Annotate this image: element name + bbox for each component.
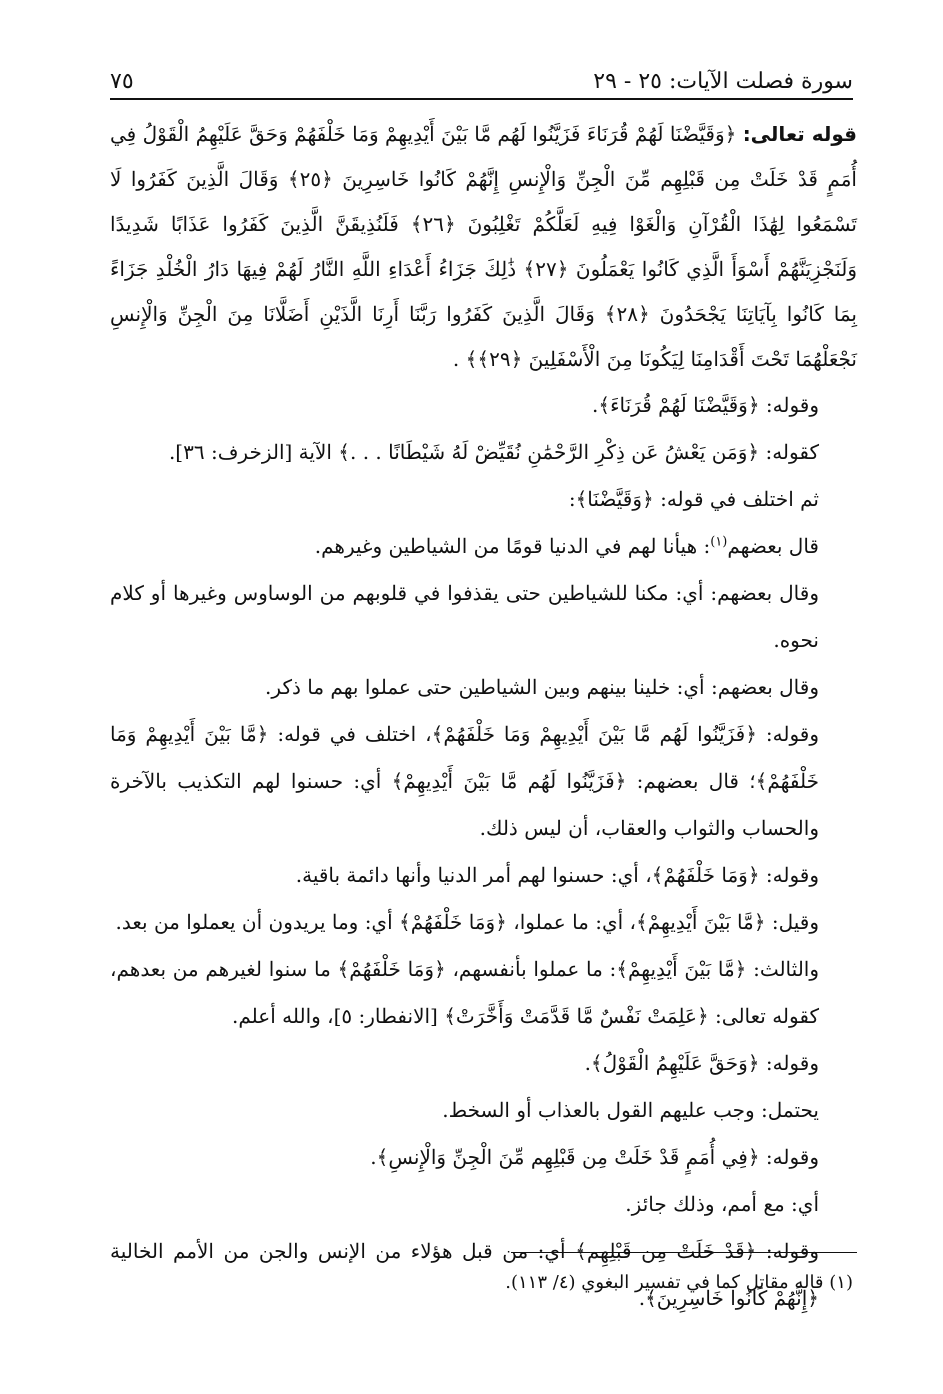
paragraph-4 bbox=[110, 523, 857, 570]
paragraph-3: ثم اختلف في قوله: ﴿وَقَيَّضْنَا﴾: bbox=[568, 487, 819, 511]
paragraph-13: وقوله: ﴿فِي أُمَمٍ قَدْ خَلَتْ مِن قَبْلِهِم مِّنَ الْجِنِّ وَالْإِنسِ﴾. bbox=[370, 1145, 819, 1169]
footnote-marker: (١) bbox=[710, 534, 728, 550]
paragraph-14: أي: مع أمم، وذلك جائز. bbox=[625, 1192, 819, 1216]
footnote: (١) قاله مقاتل كما في تفسير البغوي (٤/ ١١٣). bbox=[505, 1272, 853, 1293]
paragraph-4-lead: قال بعضهم bbox=[727, 534, 819, 558]
page-body bbox=[110, 112, 857, 1322]
paragraph-5: وقال بعضهم: أي: مكنا للشياطين حتى يقذفوا في قلوبهم من الوساوس وغيرها أو كلام نحوه. bbox=[110, 581, 819, 652]
paragraph-15: وقوله: ﴿قَدْ خَلَتْ مِن قَبْلِهِم﴾ أي: من قبل هؤلاء من الإنس والجن من الأمم الخالية ﴿إِنَّهُمْ كَانُوا خَاسِرِينَ﴾. bbox=[110, 1239, 819, 1310]
footnote-separator bbox=[511, 1252, 857, 1253]
paragraph-7: وقوله: ﴿فَزَيَّنُوا لَهُم مَّا بَيْنَ أَيْدِيهِمْ وَمَا خَلْفَهُمْ﴾، اختلف في قوله: ﴿مَّا بَيْنَ أَيْدِيهِمْ وَمَا خَلْفَهُمْ﴾؛ قال بعضهم: ﴿فَزَيَّنُوا لَهُم مَّا بَيْنَ أَيْدِيهِمْ﴾ أي: حسنوا لهم التكذيب بالآخرة والحساب والثواب والعقاب، أن ليس ذلك. bbox=[110, 722, 819, 840]
page-number: ٧٥ bbox=[110, 69, 134, 94]
verse-intro-text: ﴿وَقَيَّضْنَا لَهُمْ قُرَنَاءَ فَزَيَّنُوا لَهُم مَّا بَيْنَ أَيْدِيهِمْ وَمَا خَلْفَهُمْ وَحَقَّ عَلَيْهِمُ الْقَوْلُ فِي أُمَمٍ قَدْ خَلَتْ مِن قَبْلِهِم مِّنَ الْجِنِّ وَالْإِنسِ إِنَّهُمْ كَانُوا خَاسِرِينَ ﴿٢٥﴾ وَقَالَ الَّذِينَ كَفَرُوا لَا تَسْمَعُوا لِهَٰذَا الْقُرْآنِ وَالْغَوْا فِيهِ لَعَلَّكُمْ تَغْلِبُونَ ﴿٢٦﴾ فَلَنُذِيقَنَّ الَّذِينَ كَفَرُوا عَذَابًا شَدِيدًا وَلَنَجْزِيَنَّهُمْ أَسْوَأَ الَّذِي كَانُوا يَعْمَلُونَ ﴿٢٧﴾ ذَٰلِكَ جَزَاءُ أَعْدَاءِ اللَّهِ النَّارُ لَهُمْ فِيهَا دَارُ الْخُلْدِ جَزَاءً بِمَا كَانُوا بِآيَاتِنَا يَجْحَدُونَ ﴿٢٨﴾ وَقَالَ الَّذِينَ كَفَرُوا رَبَّنَا أَرِنَا الَّذَيْنِ أَضَلَّانَا مِنَ الْجِنِّ وَالْإِنسِ نَجْعَلْهُمَا تَحْتَ أَقْدَامِنَا لِيَكُونَا مِنَ الْأَسْفَلِينَ ﴿٢٩﴾﴾ . bbox=[110, 122, 858, 371]
verse-intro-lead: قوله تعالى: bbox=[742, 122, 857, 146]
paragraph-2: كقوله: ﴿وَمَن يَعْشُ عَن ذِكْرِ الرَّحْمَٰنِ نُقَيِّضْ لَهُ شَيْطَانًا . . .﴾ الآية [الزخرف: ٣٦]. bbox=[168, 440, 819, 464]
paragraph-6: وقال بعضهم: أي: خلينا بينهم وبين الشياطين حتى عملوا بهم ما ذكر. bbox=[265, 675, 819, 699]
paragraph-10: والثالث: ﴿مَّا بَيْنَ أَيْدِيهِمْ﴾: ما عملوا بأنفسهم، ﴿وَمَا خَلْفَهُمْ﴾ ما سنوا لغيرهم من بعدهم، كقوله تعالى: ﴿عَلِمَتْ نَفْسٌ مَّا قَدَّمَتْ وَأَخَّرَتْ﴾ [الانفطار: ٥]، والله أعلم. bbox=[110, 957, 819, 1028]
paragraph-9: وقيل: ﴿مَّا بَيْنَ أَيْدِيهِمْ﴾، أي: ما عملوا، ﴿وَمَا خَلْفَهُمْ﴾ أي: وما يريدون أن يعملوا من بعد. bbox=[115, 910, 819, 934]
paragraph-1: وقوله: ﴿وَقَيَّضْنَا لَهُمْ قُرَنَاءَ﴾. bbox=[592, 393, 819, 417]
running-header bbox=[110, 56, 853, 100]
verse-intro-paragraph bbox=[110, 112, 857, 382]
paragraph-12: يحتمل: وجب عليهم القول بالعذاب أو السخط. bbox=[442, 1098, 819, 1122]
paragraph-4-tail: : هيأنا لهم في الدنيا قومًا من الشياطين وغيرهم. bbox=[314, 534, 711, 558]
paragraph-11: وقوله: ﴿وَحَقَّ عَلَيْهِمُ الْقَوْلُ﴾. bbox=[584, 1051, 819, 1075]
paragraph-8: وقوله: ﴿وَمَا خَلْفَهُمْ﴾، أي: حسنوا لهم أمر الدنيا وأنها دائمة باقية. bbox=[295, 863, 819, 887]
header-title: سورة فصلت الآيات: ٢٥ - ٢٩ bbox=[593, 69, 853, 94]
